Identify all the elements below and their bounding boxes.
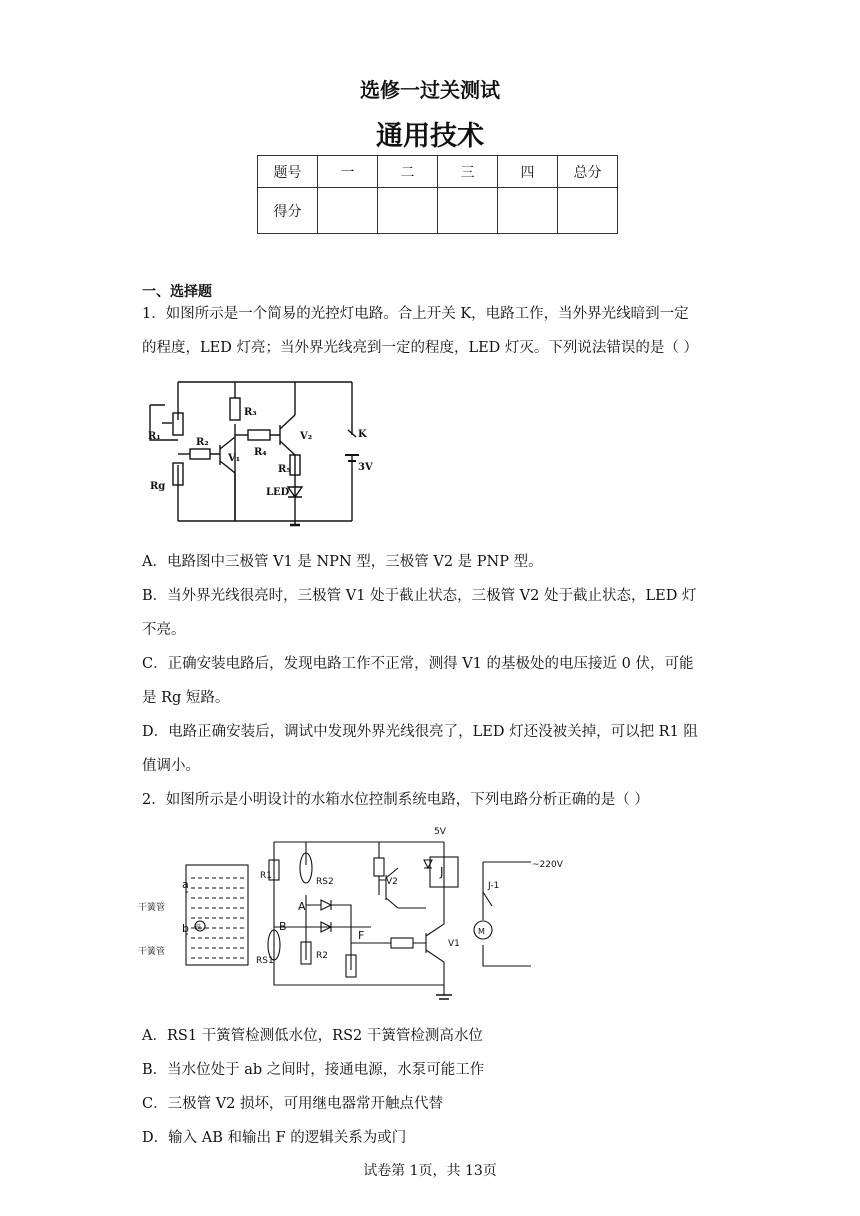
q2-option-c: C．三极管 V2 损坏，可用继电器常开触点代替: [142, 1096, 444, 1112]
score-cell: 四: [498, 156, 558, 188]
q2-label: 干簧管: [138, 947, 166, 957]
q1-stem-line: 1．如图所示是一个简易的光控灯电路。合上开关 K，电路工作，当外界光线暗到一定: [142, 306, 689, 322]
score-blank[interactable]: [438, 188, 498, 234]
q2-label: 干簧管: [138, 903, 166, 913]
q2-label: b: [182, 922, 189, 935]
q2-label: 磁: [195, 924, 202, 931]
score-cell: 三: [438, 156, 498, 188]
q2-diode-relay: [424, 860, 432, 868]
score-blank[interactable]: [318, 188, 378, 234]
q1-figure-label: Rg: [150, 481, 166, 492]
score-table: [257, 155, 618, 234]
score-blank[interactable]: [558, 188, 618, 234]
q1-transistor-v1: [210, 437, 235, 521]
q1-stem: [142, 297, 732, 365]
q2-label: V2: [386, 877, 398, 887]
q2-resistor-base: [391, 938, 413, 948]
q1-figure-label: R₃: [244, 407, 257, 418]
exam-title: 选修一过关测试: [360, 78, 500, 102]
q1-option-b-cont: 不亮。: [142, 622, 186, 638]
q1-figure-label: V₁: [228, 453, 241, 464]
q1-option-c-cont: 是 Rg 短路。: [142, 690, 230, 706]
subject-title: 通用技术: [376, 121, 484, 152]
q2-label: R1: [260, 871, 272, 881]
q1-options: [142, 545, 732, 783]
score-cell: 二: [378, 156, 438, 188]
q2-label: a: [182, 878, 189, 891]
q1-resistor-r3: [230, 398, 240, 420]
q2-option-d: D．输入 AB 和输出 F 的逻辑关系为或门: [142, 1130, 407, 1146]
q1-stem-line: 的程度，LED 灯亮；当外界光线亮到一定的程度，LED 灯灭。下列说法错误的是（ ）: [142, 340, 699, 356]
q1-transistor-v2: [270, 415, 295, 455]
q2-stem: 2．如图所示是小明设计的水箱水位控制系统电路，下列电路分析正确的是（ ）: [142, 792, 649, 808]
q2-water-tank: [186, 865, 248, 965]
q2-label: F: [358, 929, 365, 942]
q2-label: J-1: [488, 881, 500, 891]
q1-option-c: C．正确安装电路后，发现电路工作不正常，测得 V1 的基极处的电压接近 0 伏，可能: [142, 656, 694, 672]
q1-figure-label: R₄: [254, 447, 267, 458]
q2-label: B: [279, 920, 287, 933]
q1-option-b: B．当外界光线很亮时，三极管 V1 处于截止状态，三极管 V2 处于截止状态，LED 灯: [142, 588, 697, 604]
q1-figure-label: R₁: [148, 431, 161, 442]
page-footer: 试卷第 1页，共 13页: [363, 1163, 497, 1179]
q2-circuit-diagram: [136, 820, 566, 1002]
q2-water-level: [191, 878, 244, 958]
score-blank[interactable]: [378, 188, 438, 234]
q1-figure-label: R₅: [278, 464, 291, 475]
q2-label: M: [478, 927, 485, 936]
q1-resistor-r2: [190, 449, 210, 459]
score-table-header-row: [258, 156, 618, 188]
section-heading: 一、选择题: [142, 284, 212, 300]
q1-figure-label: R₂: [196, 437, 209, 448]
q2-wire: [274, 842, 444, 985]
q2-transistor-v2: [379, 842, 426, 908]
q1-option-d: D．电路正确安装后，调试中发现外界光线很亮了，LED 灯还没被关掉，可以把 R1 阻: [142, 724, 698, 740]
q2-label: ~220V: [532, 860, 563, 870]
q2-label: A: [298, 900, 306, 913]
score-cell: 得分: [258, 188, 318, 234]
q2-label: RS1: [256, 956, 274, 966]
q2-options: [142, 1019, 732, 1155]
q1-figure-label: LED: [266, 487, 290, 498]
q2-option-a: A．RS1 干簧管检测低水位，RS2 干簧管检测高水位: [142, 1028, 483, 1044]
score-table-score-row: [258, 188, 618, 234]
q2-motor-wire: [483, 862, 531, 966]
q1-figure-label: K: [358, 429, 367, 440]
q1-option-a: A．电路图中三极管 V1 是 NPN 型，三极管 V2 是 PNP 型。: [142, 554, 543, 570]
q1-resistor-r4: [248, 430, 270, 440]
q2-ground-symbol: [436, 995, 452, 999]
q2-label: R2: [316, 951, 328, 961]
q2-label: J: [440, 865, 444, 879]
q2-label: 5V: [434, 827, 446, 837]
q2-resistor-v2: [374, 858, 384, 876]
q2-option-b: B．当水位处于 ab 之间时，接通电源，水泵可能工作: [142, 1062, 485, 1078]
score-cell: 一: [318, 156, 378, 188]
score-cell: 总分: [558, 156, 618, 188]
q1-option-d-cont: 值调小。: [142, 758, 200, 774]
q1-figure-label: 3V: [358, 462, 373, 473]
score-blank[interactable]: [498, 188, 558, 234]
q2-diode-1: [306, 900, 351, 970]
q2-label: V1: [448, 939, 460, 949]
q1-circuit-diagram: [140, 375, 380, 535]
q2-relay-contact: [483, 892, 492, 906]
q1-figure-label: V₂: [300, 431, 313, 442]
q2-label: RS2: [316, 877, 334, 887]
score-cell: 题号: [258, 156, 318, 188]
